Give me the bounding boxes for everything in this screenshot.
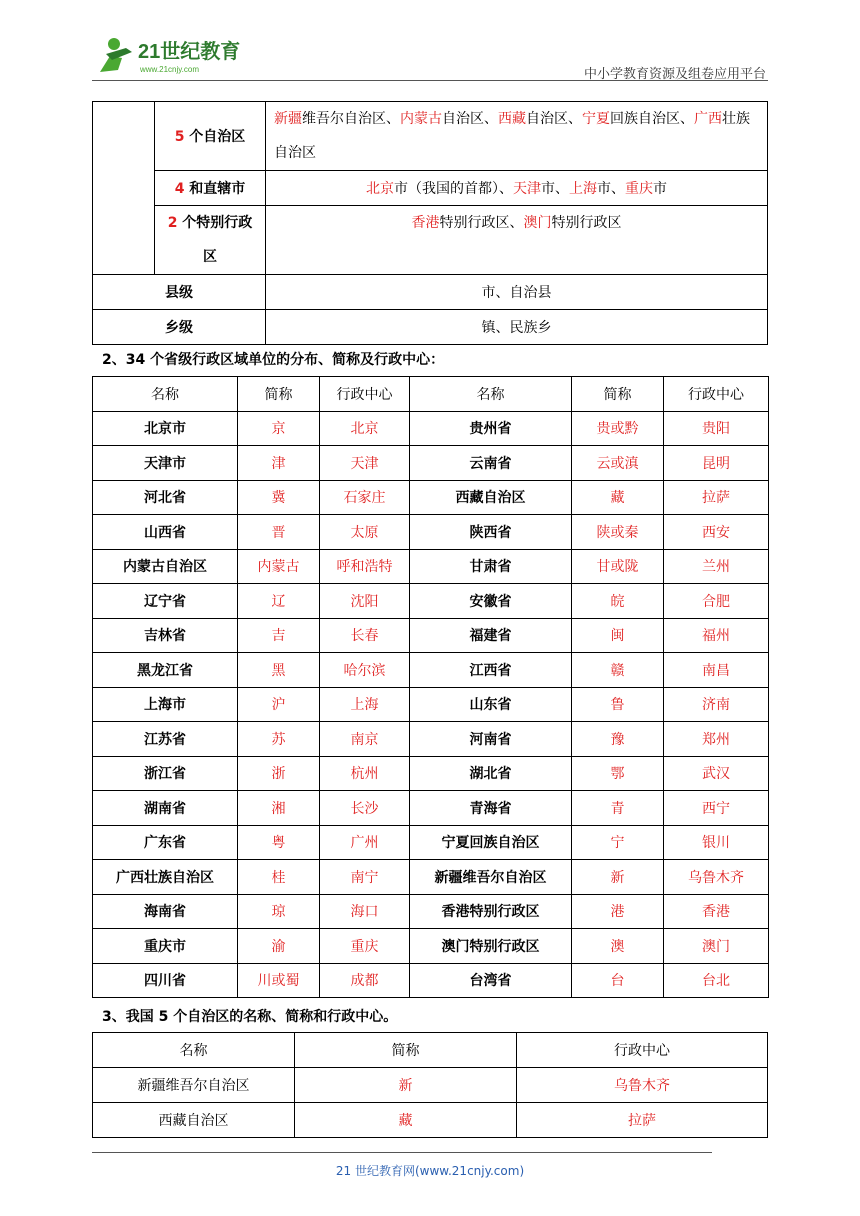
table-row [93,963,769,998]
table-row [93,894,769,929]
capital: 合肥 [664,584,769,619]
county-label: 县级 [93,275,266,310]
region-name: 上海 [569,181,597,197]
region-name: 新疆 [274,111,302,127]
province-name: 云南省 [410,446,572,481]
section-3-title: 3、我国 5 个自治区的名称、简称和行政中心。 [102,1009,398,1025]
province-name: 安徽省 [410,584,572,619]
platform-name: 中小学教育资源及组卷应用平台 [583,67,766,82]
column-header: 简称 [238,377,320,412]
region-suffix: 自治区、 [442,111,498,127]
abbreviation: 皖 [572,584,664,619]
capital: 成都 [320,963,410,998]
province-name: 海南省 [93,894,238,929]
province-name: 广东省 [93,825,238,860]
table-row [93,687,769,722]
capital: 南昌 [664,653,769,688]
capital: 长春 [320,618,410,653]
abbreviation: 新 [572,860,664,895]
province-name: 陕西省 [410,515,572,550]
abbreviation: 藏 [295,1103,517,1138]
township-label: 乡级 [93,310,266,345]
province-name: 江西省 [410,653,572,688]
capital: 上海 [320,687,410,722]
capital: 沈阳 [320,584,410,619]
capital: 西宁 [664,791,769,826]
abbreviation: 浙 [238,756,320,791]
province-name: 河北省 [93,480,238,515]
abbreviation: 沪 [238,687,320,722]
abbreviation: 陕或秦 [572,515,664,550]
province-name: 贵州省 [410,411,572,446]
capital: 哈尔滨 [320,653,410,688]
region-name: 宁夏 [582,111,610,127]
abbreviation: 琼 [238,894,320,929]
table-header-row [93,1033,768,1068]
region-name: 内蒙古 [400,111,442,127]
region-suffix: 壮族自治区 [274,111,750,161]
capital: 重庆 [320,929,410,964]
table-header-row [93,377,769,412]
abbreviation: 湘 [238,791,320,826]
capital: 武汉 [664,756,769,791]
capital: 台北 [664,963,769,998]
blank-cell [93,102,155,275]
abbreviation: 晋 [238,515,320,550]
province-name: 天津市 [93,446,238,481]
footer-divider [92,1152,712,1153]
capital: 澳门 [664,929,769,964]
province-name: 四川省 [93,963,238,998]
region-suffix: 市（我国的首都）、 [394,181,513,197]
abbreviation: 贵或黔 [572,411,664,446]
page-header [92,32,768,82]
province-name: 上海市 [93,687,238,722]
region-suffix: 维吾尔自治区、 [302,111,400,127]
county-value: 市、自治县 [266,275,768,310]
province-name: 辽宁省 [93,584,238,619]
province-name: 黑龙江省 [93,653,238,688]
region-suffix: 特别行政区 [551,215,622,231]
table-row [93,825,769,860]
province-name: 台湾省 [410,963,572,998]
province-name: 香港特别行政区 [410,894,572,929]
province-name: 澳门特别行政区 [410,929,572,964]
region-name: 重庆 [625,181,653,197]
province-name: 山东省 [410,687,572,722]
capital: 呼和浩特 [320,549,410,584]
province-name: 新疆维吾尔自治区 [410,860,572,895]
table-row [93,1068,768,1103]
table-row [93,480,769,515]
region-name: 西藏 [498,111,526,127]
autonomous-regions-table [92,1032,768,1138]
header-divider [92,80,768,81]
abbreviation: 粤 [238,825,320,860]
table-row [93,618,769,653]
abbreviation: 甘或陇 [572,549,664,584]
table-row [93,411,769,446]
region-name: 北京 [366,181,394,197]
abbreviation: 港 [572,894,664,929]
abbreviation: 辽 [238,584,320,619]
table-row [93,722,769,757]
table-row [93,791,769,826]
abbreviation: 赣 [572,653,664,688]
province-name: 内蒙古自治区 [93,549,238,584]
column-header: 名称 [410,377,572,412]
region-name: 天津 [513,181,541,197]
abbreviation: 黑 [238,653,320,688]
capital: 济南 [664,687,769,722]
abbreviation: 豫 [572,722,664,757]
province-name: 江苏省 [93,722,238,757]
table-row [93,549,769,584]
abbreviation: 藏 [572,480,664,515]
province-name: 广西壮族自治区 [93,860,238,895]
capital: 南京 [320,722,410,757]
sar-label: 2 个特别行政 区 [155,206,266,275]
admin-levels-table [92,101,768,345]
region-name: 新疆维吾尔自治区 [93,1068,295,1103]
abbreviation: 澳 [572,929,664,964]
capital: 北京 [320,411,410,446]
abbreviation: 鲁 [572,687,664,722]
column-header: 简称 [572,377,664,412]
column-header: 名称 [93,377,238,412]
capital: 天津 [320,446,410,481]
abbreviation: 新 [295,1068,517,1103]
capital: 福州 [664,618,769,653]
province-name: 湖北省 [410,756,572,791]
capital: 西安 [664,515,769,550]
abbreviation: 闽 [572,618,664,653]
capital: 海口 [320,894,410,929]
sar-list [266,206,768,275]
province-name: 河南省 [410,722,572,757]
region-suffix: 特别行政区、 [439,215,524,231]
provinces-table [92,376,769,998]
capital: 拉萨 [664,480,769,515]
province-name: 青海省 [410,791,572,826]
abbreviation: 吉 [238,618,320,653]
logo-text: 21世纪教育 [138,41,241,63]
abbreviation: 云或滇 [572,446,664,481]
column-header: 简称 [295,1033,517,1068]
province-name: 福建省 [410,618,572,653]
abbreviation: 内蒙古 [238,549,320,584]
province-name: 吉林省 [93,618,238,653]
province-name: 宁夏回族自治区 [410,825,572,860]
table-row [93,860,769,895]
capital: 石家庄 [320,480,410,515]
table-row [93,653,769,688]
abbreviation: 渝 [238,929,320,964]
table-row [93,929,769,964]
abbreviation: 鄂 [572,756,664,791]
region-name: 广西 [694,111,722,127]
abbreviation: 津 [238,446,320,481]
province-name: 湖南省 [93,791,238,826]
capital: 南宁 [320,860,410,895]
abbreviation: 冀 [238,480,320,515]
province-name: 浙江省 [93,756,238,791]
province-name: 西藏自治区 [410,480,572,515]
region-name: 香港 [411,215,440,231]
capital: 昆明 [664,446,769,481]
capital: 乌鲁木齐 [517,1068,768,1103]
table-row [93,584,769,619]
table-row [93,1103,768,1138]
municipal-list [266,171,768,206]
capital: 兰州 [664,549,769,584]
logo-url: www.21cnjy.com [140,65,199,74]
footer-text: 21 世纪教育网(www.21cnjy.com) [335,1164,525,1178]
capital: 郑州 [664,722,769,757]
region-suffix: 回族自治区、 [610,111,694,127]
abbreviation: 桂 [238,860,320,895]
abbreviation: 川或蜀 [238,963,320,998]
region-name: 澳门 [523,215,552,231]
abbreviation: 宁 [572,825,664,860]
table-row [93,515,769,550]
column-header: 名称 [93,1033,295,1068]
capital: 杭州 [320,756,410,791]
column-header: 行政中心 [664,377,769,412]
column-header: 行政中心 [517,1033,768,1068]
capital: 长沙 [320,791,410,826]
capital: 贵阳 [664,411,769,446]
abbreviation: 青 [572,791,664,826]
abbreviation: 苏 [238,722,320,757]
province-name: 甘肃省 [410,549,572,584]
table-row [93,446,769,481]
region-suffix: 自治区、 [526,111,582,127]
township-value: 镇、民族乡 [266,310,768,345]
capital: 乌鲁木齐 [664,860,769,895]
capital: 香港 [664,894,769,929]
province-name: 山西省 [93,515,238,550]
province-name: 北京市 [93,411,238,446]
section-2-title: 2、34 个省级行政区域单位的分布、简称及行政中心： [102,352,445,368]
logo-icon [92,34,262,78]
region-suffix: 市 [653,181,667,197]
capital: 银川 [664,825,769,860]
capital: 拉萨 [517,1103,768,1138]
autonomous-list [266,102,768,171]
municipal-label: 4 和直辖市 [155,171,266,206]
abbreviation: 京 [238,411,320,446]
province-name: 重庆市 [93,929,238,964]
table-row [93,756,769,791]
region-name: 西藏自治区 [93,1103,295,1138]
region-suffix: 市、 [541,181,569,197]
capital: 广州 [320,825,410,860]
column-header: 行政中心 [320,377,410,412]
autonomous-label: 5 个自治区 [155,102,266,171]
region-suffix: 市、 [597,181,625,197]
capital: 太原 [320,515,410,550]
abbreviation: 台 [572,963,664,998]
